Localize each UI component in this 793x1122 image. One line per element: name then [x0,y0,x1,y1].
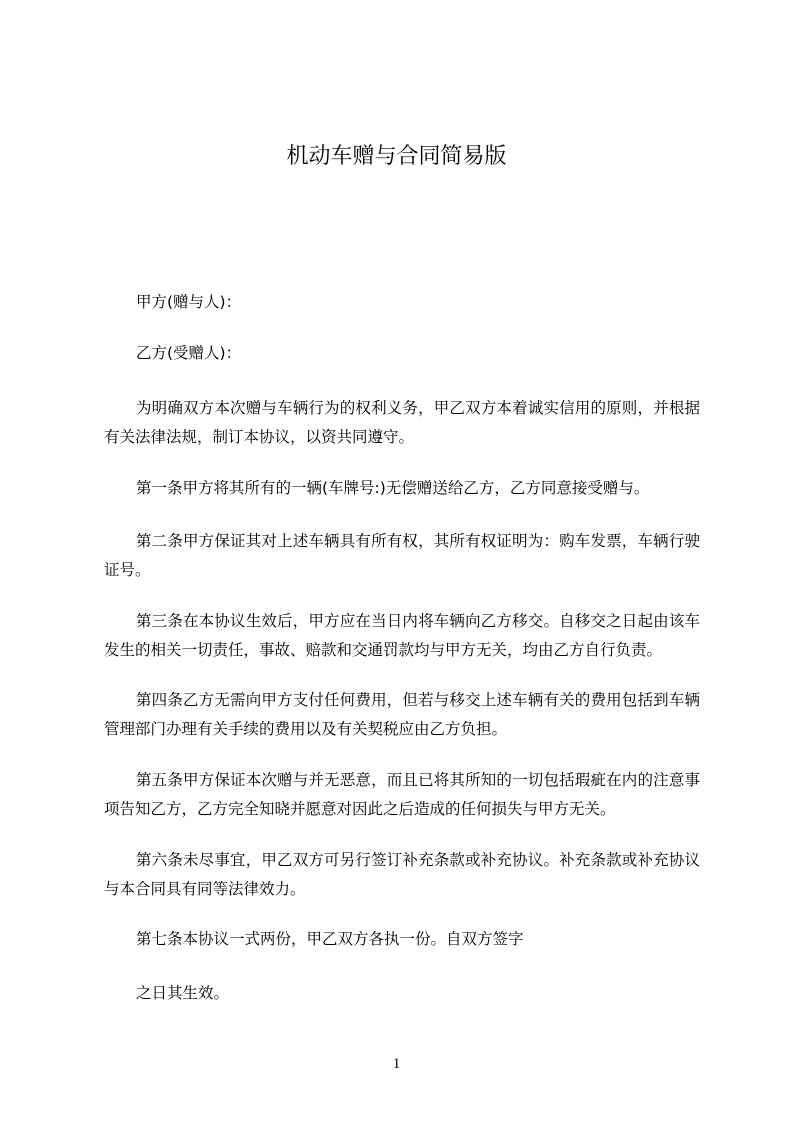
document-title: 机动车赠与合同简易版 [286,144,507,169]
article-4-paragraph: 第四条乙方无需向甲方支付任何费用，但若与移交上述车辆有关的费用包括到车辆管理部门办理有关手续的费用以及有关契税应由乙方负担。 [104,691,700,738]
article-1-paragraph: 第一条甲方将其所有的一辆(车牌号:)无偿赠送给乙方，乙方同意接受赠与。 [136,479,650,497]
page-number: 1 [392,1056,401,1072]
article-3-paragraph: 第三条在本协议生效后，甲方应在当日内将车辆向乙方移交。自移交之日起由该车发生的相关一切责任，事故、赔款和交通罚款均与甲方无关，均由乙方自行负责。 [104,612,700,659]
article-2-paragraph: 第二条甲方保证其对上述车辆具有所有权，其所有权证明为：购车发票，车辆行驶证号。 [104,532,700,579]
article-6-paragraph: 第六条未尽事宜，甲乙双方可另行签订补充条款或补充协议。补充条款或补充协议与本合同具有同等法律效力。 [104,851,700,898]
preamble-paragraph: 为明确双方本次赠与车辆行为的权利义务，甲乙双方本着诚实信用的原则，并根据有关法律法规，制订本协议，以资共同遵守。 [104,399,700,446]
article-7-continuation: 之日其生效。 [136,984,230,1002]
article-7-paragraph: 第七条本协议一式两份，甲乙双方各执一份。自双方签字 [136,930,524,948]
party-b-line: 乙方(受赠人)： [136,344,242,362]
party-a-line: 甲方(赠与人)： [136,293,242,311]
article-5-paragraph: 第五条甲方保证本次赠与并无恶意，而且已将其所知的一切包括瑕疵在内的注意事项告知乙方，乙方完全知晓并愿意对因此之后造成的任何损失与甲方无关。 [104,771,700,818]
